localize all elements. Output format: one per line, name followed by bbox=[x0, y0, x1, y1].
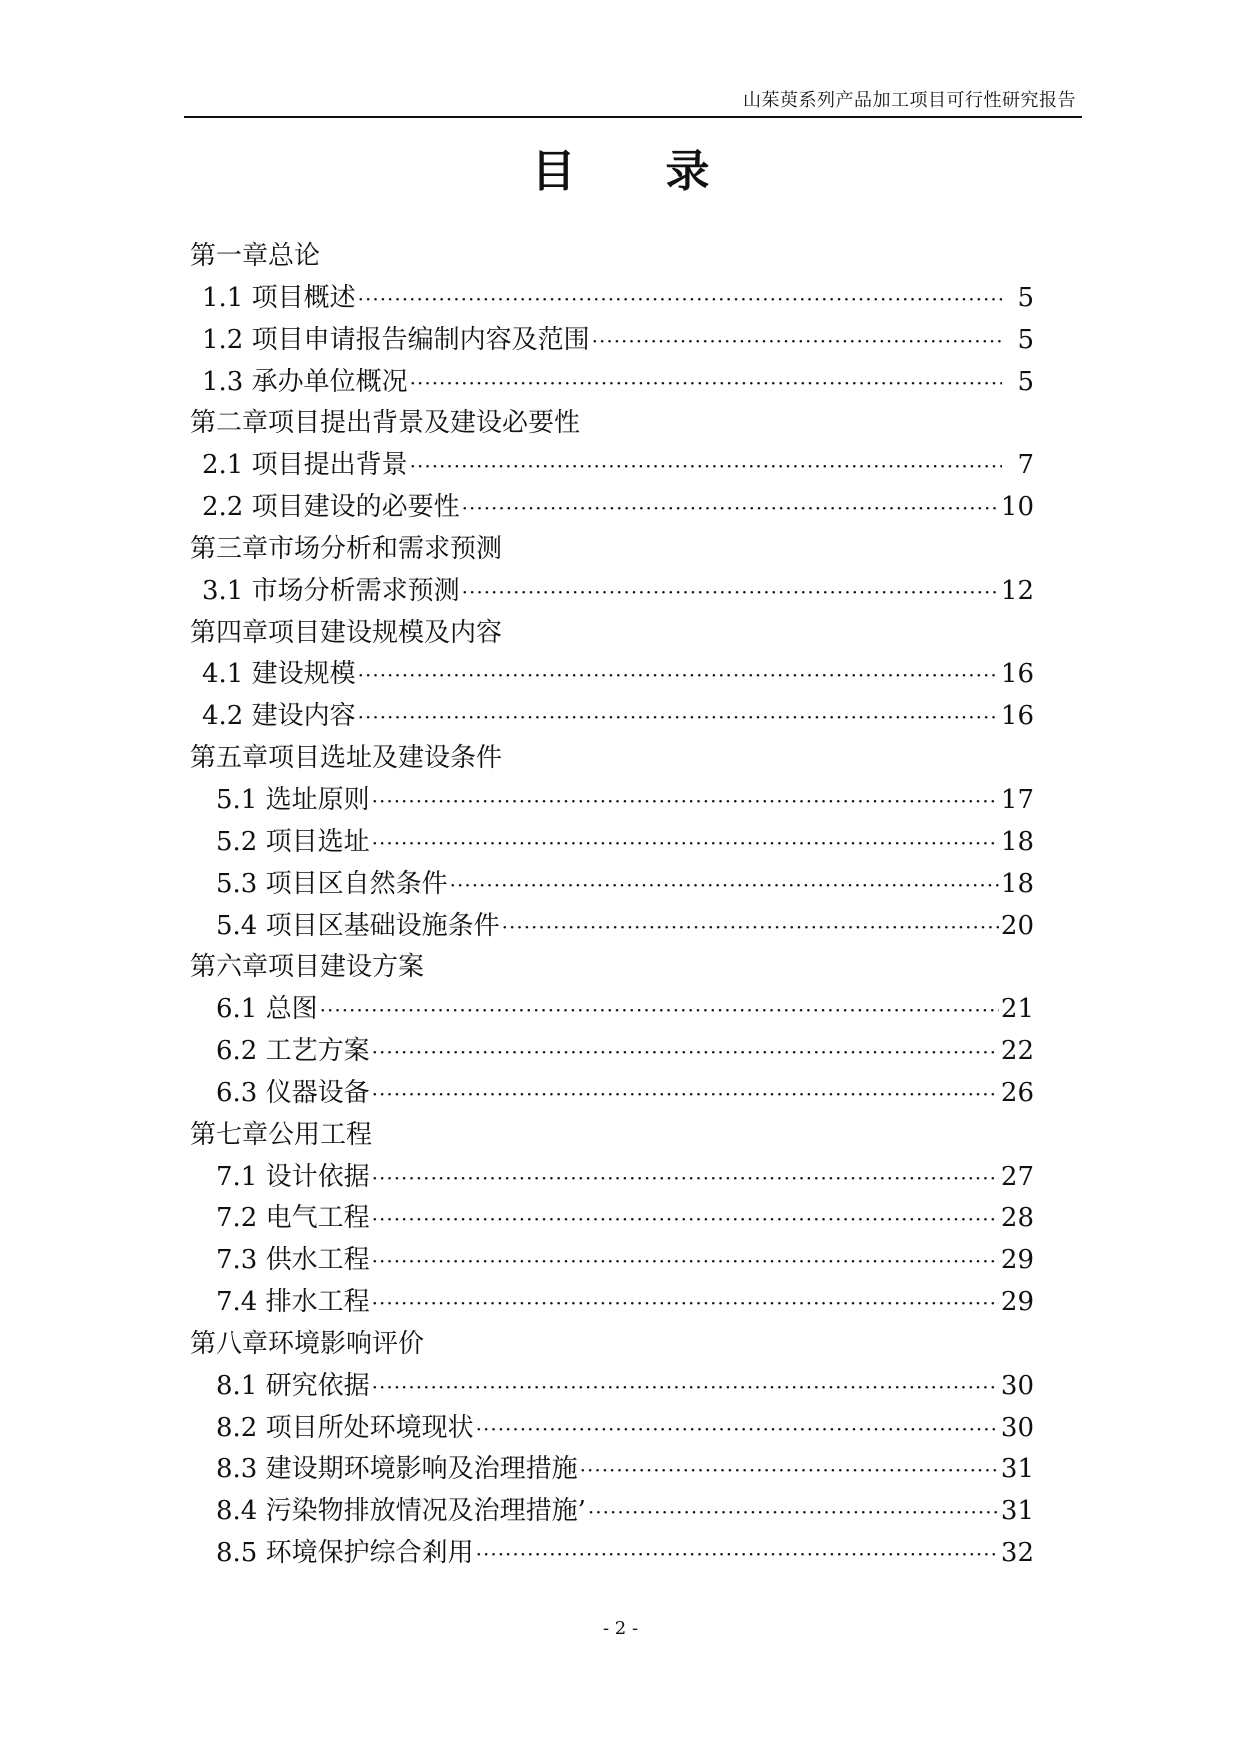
toc-chapter[interactable] bbox=[184, 235, 1034, 277]
toc-entry-title: 第五章项目选址及建设条件 bbox=[190, 743, 503, 774]
page-number: - 2 - bbox=[602, 1618, 639, 1639]
toc-entry[interactable] bbox=[184, 653, 1034, 695]
toc-entry-title: 8.4 污染物排放情况及治理措施’ bbox=[216, 1496, 586, 1527]
dot-leader bbox=[410, 371, 1002, 395]
toc-page-number: 22 bbox=[1000, 1036, 1034, 1067]
dot-leader bbox=[462, 580, 999, 604]
dot-leader bbox=[358, 663, 999, 687]
toc-chapter[interactable] bbox=[184, 612, 1034, 654]
toc-entry[interactable] bbox=[184, 486, 1034, 528]
toc-entry-title: 6.3 仪器设备 bbox=[216, 1077, 370, 1108]
toc-page-number: 28 bbox=[1000, 1203, 1034, 1234]
toc-entry-title: 4.2 建设内容 bbox=[202, 701, 356, 732]
dot-leader bbox=[372, 1207, 999, 1231]
dot-leader bbox=[410, 454, 1002, 478]
toc-entry-title: 第六章项目建设方案 bbox=[190, 952, 425, 983]
toc-entry-title: 5.1 选址原则 bbox=[216, 784, 370, 815]
dot-leader bbox=[502, 915, 999, 939]
toc-entry[interactable] bbox=[184, 1532, 1034, 1574]
toc-entry-title: 第八章环境影响评价 bbox=[190, 1328, 425, 1359]
toc-page-number: 26 bbox=[1000, 1077, 1034, 1108]
table-of-contents bbox=[184, 235, 1034, 1574]
toc-page-number: 5 bbox=[1017, 282, 1034, 313]
toc-entry-title: 5.2 项目选址 bbox=[216, 826, 370, 857]
toc-entry-title: 第二章项目提出背景及建设必要性 bbox=[190, 408, 581, 439]
toc-entry-title: 第一章总论 bbox=[190, 241, 321, 271]
toc-entry-title: 第三章市场分析和需求预测 bbox=[190, 533, 503, 564]
toc-entry[interactable] bbox=[184, 1239, 1034, 1281]
toc-chapter[interactable] bbox=[184, 946, 1034, 988]
toc-page-number: 21 bbox=[1000, 994, 1034, 1025]
dot-leader bbox=[592, 329, 1002, 353]
dot-leader bbox=[476, 1542, 999, 1566]
toc-entry[interactable] bbox=[184, 1072, 1034, 1114]
toc-chapter[interactable] bbox=[184, 1323, 1034, 1365]
toc-chapter[interactable] bbox=[184, 737, 1034, 779]
toc-entry-title: 2.1 项目提出背景 bbox=[202, 450, 408, 481]
toc-page-number: 16 bbox=[1000, 701, 1034, 732]
dot-leader bbox=[580, 1458, 999, 1482]
dot-leader bbox=[372, 1375, 999, 1399]
toc-entry-title: 8.1 研究依据 bbox=[216, 1370, 370, 1401]
toc-entry[interactable] bbox=[184, 1156, 1034, 1198]
dot-leader bbox=[372, 1040, 999, 1064]
toc-entry[interactable] bbox=[184, 1365, 1034, 1407]
toc-page-number: 29 bbox=[1000, 1245, 1034, 1276]
page-header bbox=[184, 82, 1082, 118]
dot-leader bbox=[588, 1500, 999, 1524]
toc-entry-title: 2.2 项目建设的必要性 bbox=[202, 492, 460, 523]
toc-entry[interactable] bbox=[184, 1197, 1034, 1239]
toc-page-number: 5 bbox=[1017, 366, 1034, 397]
dot-leader bbox=[358, 705, 999, 729]
toc-page-number: 7 bbox=[1017, 450, 1034, 481]
toc-title-char-2: 录 bbox=[665, 146, 710, 197]
toc-entry-title: 1.1 项目概述 bbox=[202, 282, 356, 313]
toc-entry[interactable] bbox=[184, 1448, 1034, 1490]
toc-entry[interactable] bbox=[184, 570, 1034, 612]
toc-entry-title: 第四章项目建设规模及内容 bbox=[190, 617, 503, 648]
toc-entry-title: 8.5 环境保护综合剎用 bbox=[216, 1538, 474, 1569]
toc-entry[interactable] bbox=[184, 361, 1034, 403]
toc-entry[interactable] bbox=[184, 988, 1034, 1030]
toc-title-char-1: 目 bbox=[531, 146, 576, 197]
dot-leader bbox=[372, 789, 999, 813]
toc-entry[interactable] bbox=[184, 821, 1034, 863]
toc-page-number: 18 bbox=[1000, 826, 1034, 857]
toc-entry[interactable] bbox=[184, 1407, 1034, 1449]
dot-leader bbox=[372, 1249, 999, 1273]
toc-entry[interactable] bbox=[184, 319, 1034, 361]
dot-leader bbox=[450, 873, 999, 897]
toc-entry[interactable] bbox=[184, 779, 1034, 821]
toc-page-number: 10 bbox=[1000, 492, 1034, 523]
toc-entry-title: 第七章公用工程 bbox=[190, 1119, 373, 1150]
toc-page-number: 16 bbox=[1000, 659, 1034, 690]
toc-entry[interactable] bbox=[184, 863, 1034, 905]
dot-leader bbox=[476, 1417, 999, 1441]
toc-entry-title: 3.1 市场分析需求预测 bbox=[202, 575, 460, 606]
dot-leader bbox=[462, 496, 999, 520]
toc-entry[interactable] bbox=[184, 444, 1034, 486]
toc-entry-title: 7.3 供水工程 bbox=[216, 1245, 370, 1276]
toc-chapter[interactable] bbox=[184, 528, 1034, 570]
toc-entry-title: 6.2 工艺方案 bbox=[216, 1036, 370, 1067]
toc-entry[interactable] bbox=[184, 277, 1034, 319]
toc-entry[interactable] bbox=[184, 1490, 1034, 1532]
toc-chapter[interactable] bbox=[184, 1114, 1034, 1156]
toc-entry[interactable] bbox=[184, 905, 1034, 947]
toc-page-number: 29 bbox=[1000, 1287, 1034, 1318]
toc-page-number: 12 bbox=[1000, 575, 1034, 606]
toc-entry-title: 7.4 排水工程 bbox=[216, 1287, 370, 1318]
toc-page-number: 32 bbox=[1000, 1538, 1034, 1569]
toc-entry-title: 7.2 电气工程 bbox=[216, 1203, 370, 1234]
toc-entry-title: 1.3 承办单位概况 bbox=[202, 366, 408, 397]
dot-leader bbox=[372, 831, 999, 855]
dot-leader bbox=[372, 1082, 999, 1106]
toc-page-number: 31 bbox=[1000, 1454, 1034, 1485]
toc-entry-title: 4.1 建设规模 bbox=[202, 659, 356, 690]
toc-entry[interactable] bbox=[184, 695, 1034, 737]
toc-entry-title: 8.3 建设期环境影响及治理措施 bbox=[216, 1454, 578, 1485]
dot-leader bbox=[372, 1291, 999, 1315]
toc-page-number: 20 bbox=[1000, 910, 1034, 941]
toc-title bbox=[0, 136, 1241, 208]
toc-page-number: 17 bbox=[1000, 784, 1034, 815]
toc-entry[interactable] bbox=[184, 1281, 1034, 1323]
toc-entry[interactable] bbox=[184, 1030, 1034, 1072]
toc-entry-title: 1.2 项目申请报告编制内容及范围 bbox=[202, 324, 590, 355]
toc-page-number: 5 bbox=[1017, 324, 1034, 355]
toc-entry-title: 5.3 项目区自然条件 bbox=[216, 868, 448, 899]
dot-leader bbox=[358, 287, 1002, 311]
toc-page-number: 27 bbox=[1000, 1161, 1034, 1192]
toc-chapter[interactable] bbox=[184, 402, 1034, 444]
dot-leader bbox=[320, 998, 999, 1022]
toc-page-number: 31 bbox=[1000, 1496, 1034, 1527]
header-title: 山茱萸系列产品加工项目可行性研究报告 bbox=[743, 90, 1076, 111]
toc-entry-title: 8.2 项目所处环境现状 bbox=[216, 1412, 474, 1443]
toc-entry-title: 7.1 设计依据 bbox=[216, 1161, 370, 1192]
toc-entry-title: 5.4 项目区基础设施条件 bbox=[216, 910, 500, 941]
toc-page-number: 30 bbox=[1000, 1370, 1034, 1401]
dot-leader bbox=[372, 1166, 999, 1190]
toc-page-number: 30 bbox=[1000, 1412, 1034, 1443]
toc-page-number: 18 bbox=[1000, 868, 1034, 899]
toc-entry-title: 6.1 总图 bbox=[216, 994, 318, 1025]
